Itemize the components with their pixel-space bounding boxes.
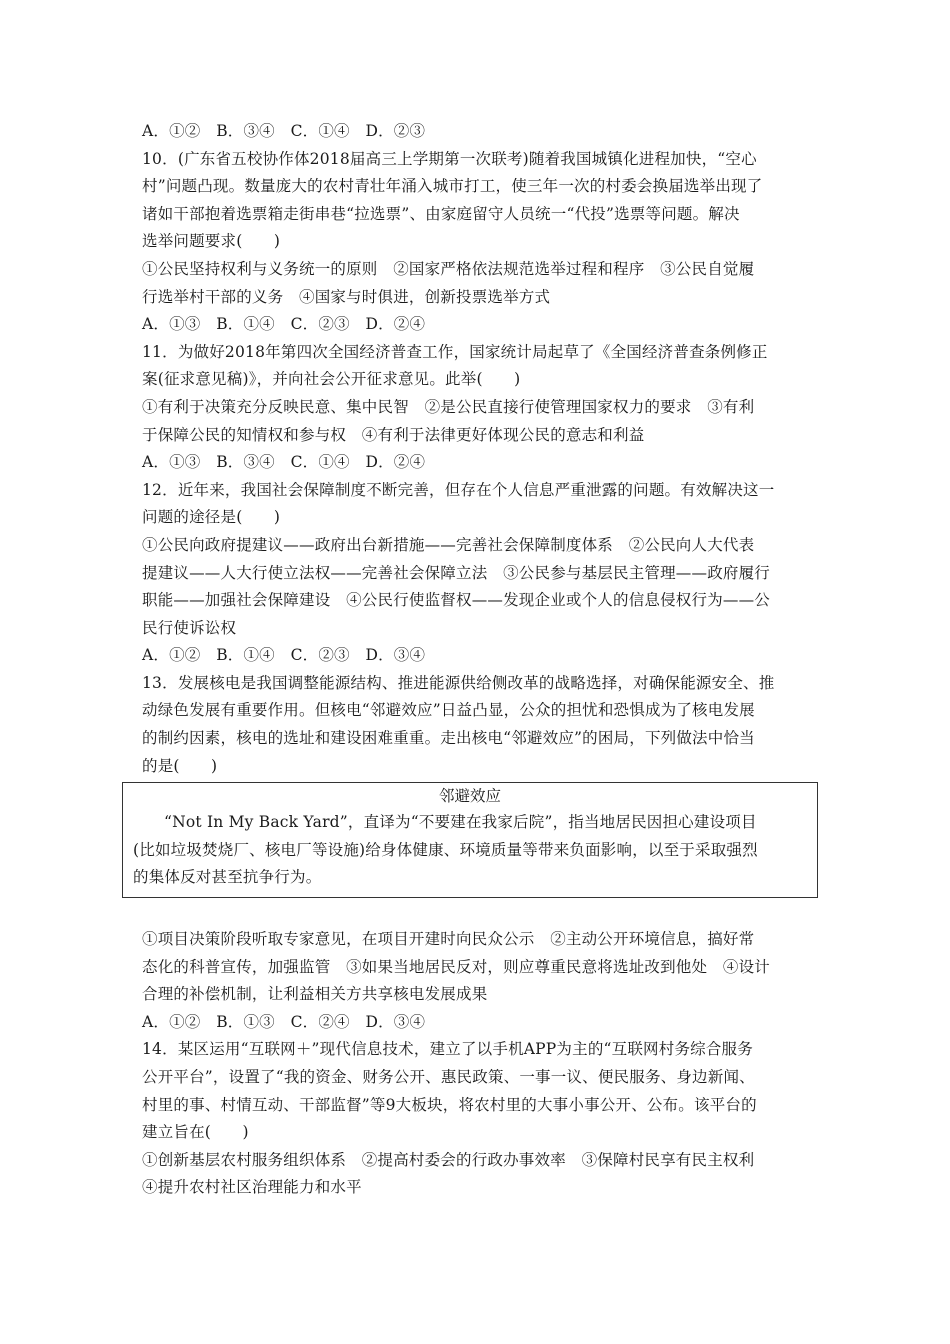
document-page [133,118,814,1202]
text-line: ①有利于决策充分反映民意、集中民智 ②是公民直接行使管理国家权力的要求 ③有利 [142,397,755,416]
text-line: 诸如干部抱着选票箱走街串巷“拉选票”、由家庭留守人员统一“代投”选票等问题。解决 [142,204,740,223]
text-line: 村”问题凸现。数量庞大的农村青壮年涌入城市打工，使三年一次的村委会换届选举出现了 [142,177,763,196]
text-line: ①公民坚持权利与义务统一的原则 ②国家严格依法规范选举过程和程序 ③公民自觉履 [142,259,755,278]
text-line: 动绿色发展有重要作用。但核电“邻避效应”日益凸显，公众的担忧和恐惧成为了核电发展 [142,701,755,720]
spacer [142,898,814,926]
text-line: A．①② B．③④ C．①④ D．②③ [142,122,426,140]
text-line: A．①② B．①④ C．②③ D．③④ [142,646,426,665]
material-box [122,782,818,898]
text-block-bottom [142,926,814,1202]
text-line: 12．近年来，我国社会保障制度不断完善，但存在个人信息严重泄露的问题。有效解决这一 [142,480,775,499]
text-line: 13．发展核电是我国调整能源结构、推进能源供给侧改革的战略选择，对确保能源安全、推 [142,673,775,692]
text-line: 村里的事、村情互动、干部监督”等9大板块，将农村里的大事小事公开、公布。该平台的 [142,1095,757,1114]
text-line: A．①③ B．③④ C．①④ D．②④ [142,453,426,472]
text-line: ①公民向政府提建议——政府出台新措施——完善社会保障制度体系 ②公民向人大代表 [142,535,755,554]
text-line: 11．为做好2018年第四次全国经济普查工作，国家统计局起草了《全国经济普查条例修正 [142,342,768,361]
text-line: 建立旨在( ) [142,1123,249,1142]
text-line: 态化的科普宣传，加强监管 ③如果当地居民反对，则应尊重民意将选址改到他处 ④设计 [142,957,771,976]
text-line: 案(征求意见稿)》，并向社会公开征求意见。此举( ) [142,370,521,389]
material-box-line: 的集体反对甚至抗争行为。 [133,868,322,887]
text-line: 10．(广东省五校协作体2018届高三上学期第一次联考)随着我国城镇化进程加快，“空心 [142,149,757,168]
text-line: 公开平台”，设置了“我的资金、财务公开、惠民政策、一事一议、便民服务、身边新闻、 [142,1068,755,1086]
text-line: 合理的补偿机制，让利益相关方共享核电发展成果 [142,985,488,1004]
text-line: 的是( ) [142,756,218,775]
text-line: 14．某区运用“互联网＋”现代信息技术，建立了以手机APP为主的“互联网村务综合服务 [142,1040,753,1059]
material-box-line: “Not In My Back Yard”，直译为“不要建在我家后院”，指当地居民因担心建设项目 [164,813,757,832]
text-line: 于保障公民的知情权和参与权 ④有利于法律更好体现公民的意志和利益 [142,425,645,444]
material-box-line: (比如垃圾焚烧厂、核电厂等设施)给身体健康、环境质量等带来负面影响，以至于采取强烈 [133,840,758,859]
text-line: ①项目决策阶段听取专家意见，在项目开建时向民众公示 ②主动公开环境信息，搞好常 [142,930,755,949]
text-line: 行选举村干部的义务 ④国家与时俱进，创新投票选举方式 [142,287,551,306]
text-line: 选举问题要求( ) [142,232,281,251]
text-line: 问题的途径是( ) [142,508,281,527]
text-line: 提建议——人大行使立法权——完善社会保障立法 ③公民参与基层民主管理——政府履行 [142,563,771,582]
text-line: 职能——加强社会保障建设 ④公民行使监督权——发现企业或个人的信息侵权行为——公 [142,591,771,610]
text-line: ①创新基层农村服务组织体系 ②提高村委会的行政办事效率 ③保障村民享有民主权利 [142,1150,755,1169]
material-box-title: 邻避效应 [438,787,501,806]
text-line: ④提升农村社区治理能力和水平 [142,1178,362,1197]
text-line: 的制约因素，核电的选址和建设困难重重。走出核电“邻避效应”的困局，下列做法中恰当 [142,729,755,748]
text-line: 民行使诉讼权 [142,618,237,637]
text-block-top [142,118,814,780]
text-line: A．①② B．①③ C．②④ D．③④ [142,1012,426,1031]
text-line: A．①③ B．①④ C．②③ D．②④ [142,315,426,334]
